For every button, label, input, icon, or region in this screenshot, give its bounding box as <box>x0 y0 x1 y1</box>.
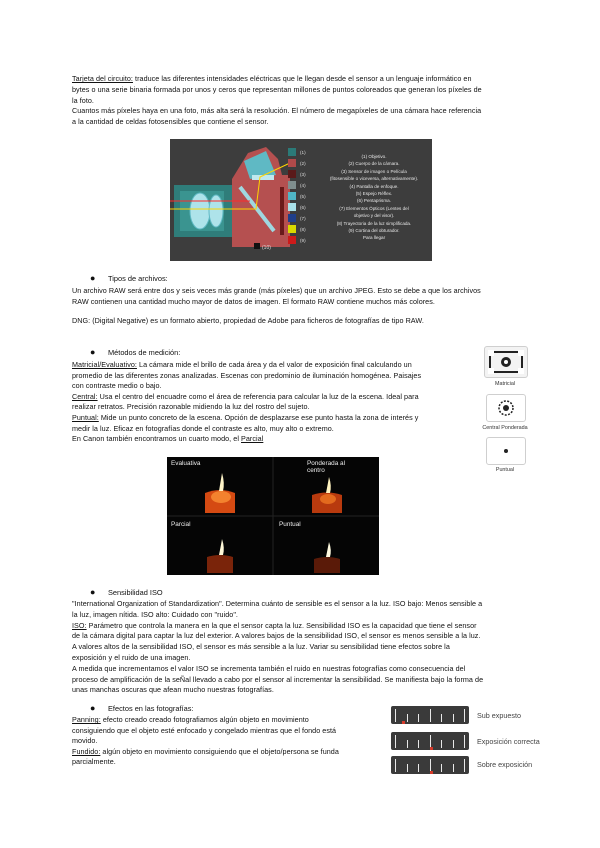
meter-tick <box>464 709 465 722</box>
sensor-line-4: Cuantos más píxeles haya en una foto, más alta será la resolución. El número de megapíxeles de una cámara hace referencia <box>72 106 482 116</box>
metering-paragraph <box>72 360 462 445</box>
dng-paragraph: DNG: (Digital Negative) es un formato abierto, propiedad de Adobe para ficheros de fotografías de tipo RAW. <box>72 316 424 325</box>
matricial-icon-caption: Matricial <box>494 381 516 387</box>
panning-line-3: movido. <box>72 736 98 746</box>
spot-mode-icon <box>486 437 526 465</box>
photo-label-parcial: Parcial <box>171 521 191 528</box>
iso-line-9: unas manchas oscuras que afean mucho nuestras fotografías. <box>72 685 274 695</box>
iso-paragraph <box>72 599 538 696</box>
meter-tick <box>464 735 465 748</box>
swatch-label: (1) <box>300 150 306 155</box>
swatch-label: (8) <box>300 227 306 232</box>
effects-bullet <box>90 703 194 714</box>
sensor-line-3: la foto. <box>72 95 94 105</box>
meter-tick <box>418 740 419 748</box>
iso-term: ISO: <box>72 620 87 630</box>
diagram-legend <box>320 153 428 242</box>
diagram-swatch-labels <box>300 147 306 246</box>
meter-tick <box>395 759 396 772</box>
sensor-line-5: a la cantidad de celdas fotosensibles que contiene el sensor. <box>72 117 269 127</box>
swatch-label: (2) <box>300 161 306 166</box>
iso-line-7: A medida que incrementamos el valor ISO se incrementa también el ruido en nuestras fotografías como consecuencia del <box>72 663 466 673</box>
legend-line: (9) Cortina del obturador. <box>348 228 400 234</box>
exposure-label-under: Sub expuesto <box>477 711 521 720</box>
meter-marker-icon <box>402 721 405 724</box>
iso-line-1: "International Organization of Standardization". Determina cuánto de sensible es el sensor a la luz. ISO bajo: Menos sensible a <box>72 599 483 608</box>
bullet-dot-icon: ● <box>90 587 96 597</box>
metering-heading: Métodos de medición: <box>108 348 181 357</box>
meter-tick <box>453 714 454 722</box>
central-icon-caption: Central Ponderada <box>482 425 528 431</box>
swatch-label: (5) <box>300 194 306 199</box>
iso-line-4: de la cámara digital para captar la luz del exterior. A valores bajos de la sensibilidad ISO, el sensor es menos sensible a la luz. <box>72 631 481 641</box>
meter-marker-icon <box>430 771 433 774</box>
effects-heading: Efectos en las fotografías: <box>108 704 194 713</box>
iso-line-3: ISO: Parámetro que controla la manera en la que el sensor capta la luz. Sensibilidad ISO es la capacidad que tiene el sensor <box>72 620 477 630</box>
raw-line-2: RAW contienen una cantidad mucho mayor de datos de imagen. El formato RAW contiene muchos más colores. <box>72 296 435 306</box>
legend-line: (7) Elementos Ópticos (Lentes del <box>339 205 409 211</box>
diagram-label-10: (10) <box>262 245 271 251</box>
iso-line-5: A valores altos de la sensibilidad ISO, el sensor es más sensible a la luz. Variar su sensibilidad tiene efectos sobre la <box>72 642 450 652</box>
matricial-term: Matricial/Evaluativo: <box>72 360 137 369</box>
filetypes-heading: Tipos de archivos: <box>108 274 168 283</box>
photo-label-evaluativa: Evaluativa <box>171 460 201 467</box>
sensor-line-1: Tarjeta del circuito: traduce las diferentes intensidades eléctricas que le llegan desde el sensor a un lenguaje informático en <box>72 74 472 83</box>
bullet-dot-icon: ● <box>90 703 96 713</box>
matricial-line-2: promedio de las diferentes zonas analizadas. Escenas con predominio de iluminación homogénea. Paisajes <box>72 370 422 380</box>
legend-line: (5) Espejo Réflex. <box>355 191 393 197</box>
iso-line-8: proceso de amplificación de la seÑal llevado a cabo por el sensor al incrementar la sensibilidad. Se manifiesta bajo la forma de <box>72 674 484 684</box>
swatch-label: (6) <box>300 205 306 210</box>
panning-line-2: consiguiendo que el objeto esté enfocado y congelado mientras que el fondo está <box>72 725 337 735</box>
matricial-line-1: Matricial/Evaluativo: La cámara mide el brillo de cada área y da el valor de exposición final calculando un <box>72 360 412 369</box>
exposure-label-correct: Exposición correcta <box>477 737 540 746</box>
canon-line: En Canon también encontramos un cuarto modo, el Parcial <box>72 434 264 444</box>
photo-label-puntual: Puntual <box>279 521 301 528</box>
legend-line: Para llegar <box>362 235 386 241</box>
puntual-line-2: medir la luz. Eficaz en fotografías donde el contraste es alto, muy alto o extremo. <box>72 423 334 433</box>
meter-tick <box>407 740 408 748</box>
meter-tick <box>453 764 454 772</box>
camera-diagram <box>170 139 432 261</box>
iso-line-6: exposición y el ruido de una imagen. <box>72 652 191 662</box>
central-term: Central: <box>72 391 98 401</box>
exposure-meter-over <box>391 756 469 774</box>
legend-line: (2) Cuerpo de la cámara. <box>348 161 400 167</box>
meter-tick <box>418 714 419 722</box>
matricial-line-3: con contraste medio o bajo. <box>72 381 162 391</box>
meter-tick <box>441 740 442 748</box>
central-weighted-mode-icon <box>486 394 526 422</box>
panning-term: Panning: <box>72 715 101 724</box>
meter-tick <box>418 764 419 772</box>
effects-paragraph <box>72 715 402 768</box>
meter-tick <box>430 709 431 722</box>
meter-marker-icon <box>430 747 433 750</box>
raw-paragraph <box>72 286 532 308</box>
bullet-dot-icon: ● <box>90 273 96 283</box>
filetypes-bullet <box>90 273 168 284</box>
spot-icon-caption: Puntual <box>495 467 515 473</box>
candle-photos-image <box>167 457 379 575</box>
exposure-meter-under <box>391 706 469 724</box>
meter-tick <box>395 709 396 722</box>
meter-tick <box>464 759 465 772</box>
fundido-term: Fundido: <box>72 746 101 756</box>
central-line-1: Central: Usa el centro del encuadre como el área de referencia para calcular la luz de la escena. Ideal para <box>72 391 419 401</box>
metering-bullet <box>90 347 181 358</box>
sensor-term: Tarjeta del circuito: <box>72 74 133 83</box>
iso-line-2: la luz, imagen nítida. ISO alto: Cuidado con "ruido". <box>72 609 238 619</box>
exposure-label-over: Sobre exposición <box>477 760 533 769</box>
legend-line: (3) Sensor de imagen o Película <box>341 168 407 174</box>
photo-label-ponderada: Ponderada al centro <box>307 460 346 474</box>
swatch-label: (7) <box>300 216 306 221</box>
puntual-line-1: Puntual: Mide un punto concreto de la escena. Opción de desplazarse ese punto hasta la zona de interés y <box>72 412 419 422</box>
meter-tick <box>407 714 408 722</box>
legend-line: (4) Pantalla de enfoque. <box>349 183 399 189</box>
meter-tick <box>453 740 454 748</box>
iso-bullet <box>90 587 163 598</box>
meter-tick <box>441 714 442 722</box>
meter-tick <box>407 764 408 772</box>
swatch-label: (4) <box>300 183 306 188</box>
matricial-mode-icon <box>484 346 528 378</box>
bullet-dot-icon: ● <box>90 347 96 357</box>
meter-tick <box>441 764 442 772</box>
meter-tick <box>395 735 396 748</box>
swatch-label: (9) <box>300 238 306 243</box>
legend-line: (fitosensible o viceversa, alternativamente). <box>329 176 419 182</box>
iso-heading: Sensibilidad ISO <box>108 588 163 597</box>
metering-comparison-photo <box>167 457 379 575</box>
exposure-meter-correct <box>391 732 469 750</box>
legend-line: objetivo y del visor). <box>353 213 395 219</box>
puntual-term: Puntual: <box>72 412 99 422</box>
central-line-2: realizar retratos. Precisión razonable midiendo la luz del rostro del sujeto. <box>72 402 310 412</box>
legend-line: (6) Pentaprisma. <box>357 198 391 204</box>
swatch-label: (3) <box>300 172 306 177</box>
fundido-line-2: parcialmente. <box>72 757 116 767</box>
raw-line-1: Un archivo RAW será entre dos y seis veces más grande (más píxeles) que un archivo JPEG. Esto se debe a que los archivos <box>72 286 481 295</box>
sensor-paragraph <box>72 74 532 128</box>
fundido-line-1: Fundido: algún objeto en movimiento consiguiendo que el objeto/persona se funda <box>72 746 339 756</box>
sensor-line-2: bytes o una serie binaria formada por unos y ceros que representan millones de puntos coloreados que generan los píxeles de <box>72 84 482 94</box>
legend-line: (1) Objetivo. <box>361 154 387 159</box>
legend-line: (8) Trayectoria de la luz simplificada. <box>336 220 412 226</box>
parcial-term: Parcial <box>241 434 264 444</box>
panning-line-1: Panning: efecto creado creado fotografiamos algún objeto en movimiento <box>72 715 309 724</box>
